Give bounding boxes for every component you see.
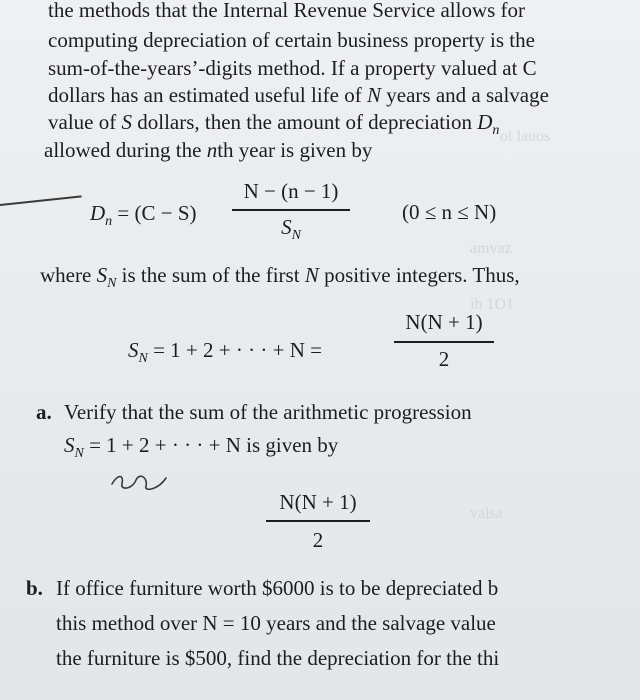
formula-numerator: N − (n − 1) [243,179,339,203]
paragraph-line: dollars has an estimated useful life of N years and a salvage [48,83,549,107]
bleed-through-text: ib 1O1 [470,296,514,313]
part-b-line: the furniture is $500, find the depreciation for the thi [56,646,500,670]
formula-lhs: $D_n = (C - S)$ [90,201,197,230]
part-a-line: $S_N = 1 + 2$ + · · · + N is given by [64,433,339,462]
paragraph-line: sum-of-the-years’-digits method. If a property valued at C [48,56,537,80]
part-a-label: a. [36,400,52,424]
bleed-through-text: vaisa [470,505,503,522]
fraction-bar [232,209,350,211]
pen-mark [0,195,82,205]
formula-condition: (0 ≤ n ≤ N) [402,200,497,224]
sum-formula-lhs: $S_N = 1 + 2$ + · · · + N = [128,338,322,367]
sum-formula-numerator: N(N + 1) [405,310,483,334]
part-a-numerator: N(N + 1) [279,490,357,514]
fraction-bar [394,341,494,343]
sum-formula-denominator: 2 [438,347,450,371]
paragraph-line: where $S_N$ is the sum of the first N positive integers. Thus, [40,263,520,292]
paragraph-line: the methods that the Internal Revenue Service allows for [48,0,526,22]
formula-denominator: $S_N$ [281,215,301,244]
paragraph-line: allowed during the nth year is given by [44,138,373,162]
bleed-through-text: oi lauos [500,128,551,145]
part-b-line: this method over N = 10 years and the salvage value [56,611,496,635]
paragraph-line: value of S dollars, then the amount of depreciation $D_n$ [48,110,500,139]
fraction-bar [266,520,370,522]
paragraph-line: computing depreciation of certain business property is the [48,28,535,52]
part-a-line: Verify that the sum of the arithmetic progression [64,400,472,424]
part-b-label: b. [26,576,43,600]
pen-squiggle [108,470,172,494]
bleed-through-text: amvaz [470,240,512,257]
part-b-line: If office furniture worth $6000 is to be depreciated b [56,576,499,600]
part-a-denominator: 2 [312,528,324,552]
